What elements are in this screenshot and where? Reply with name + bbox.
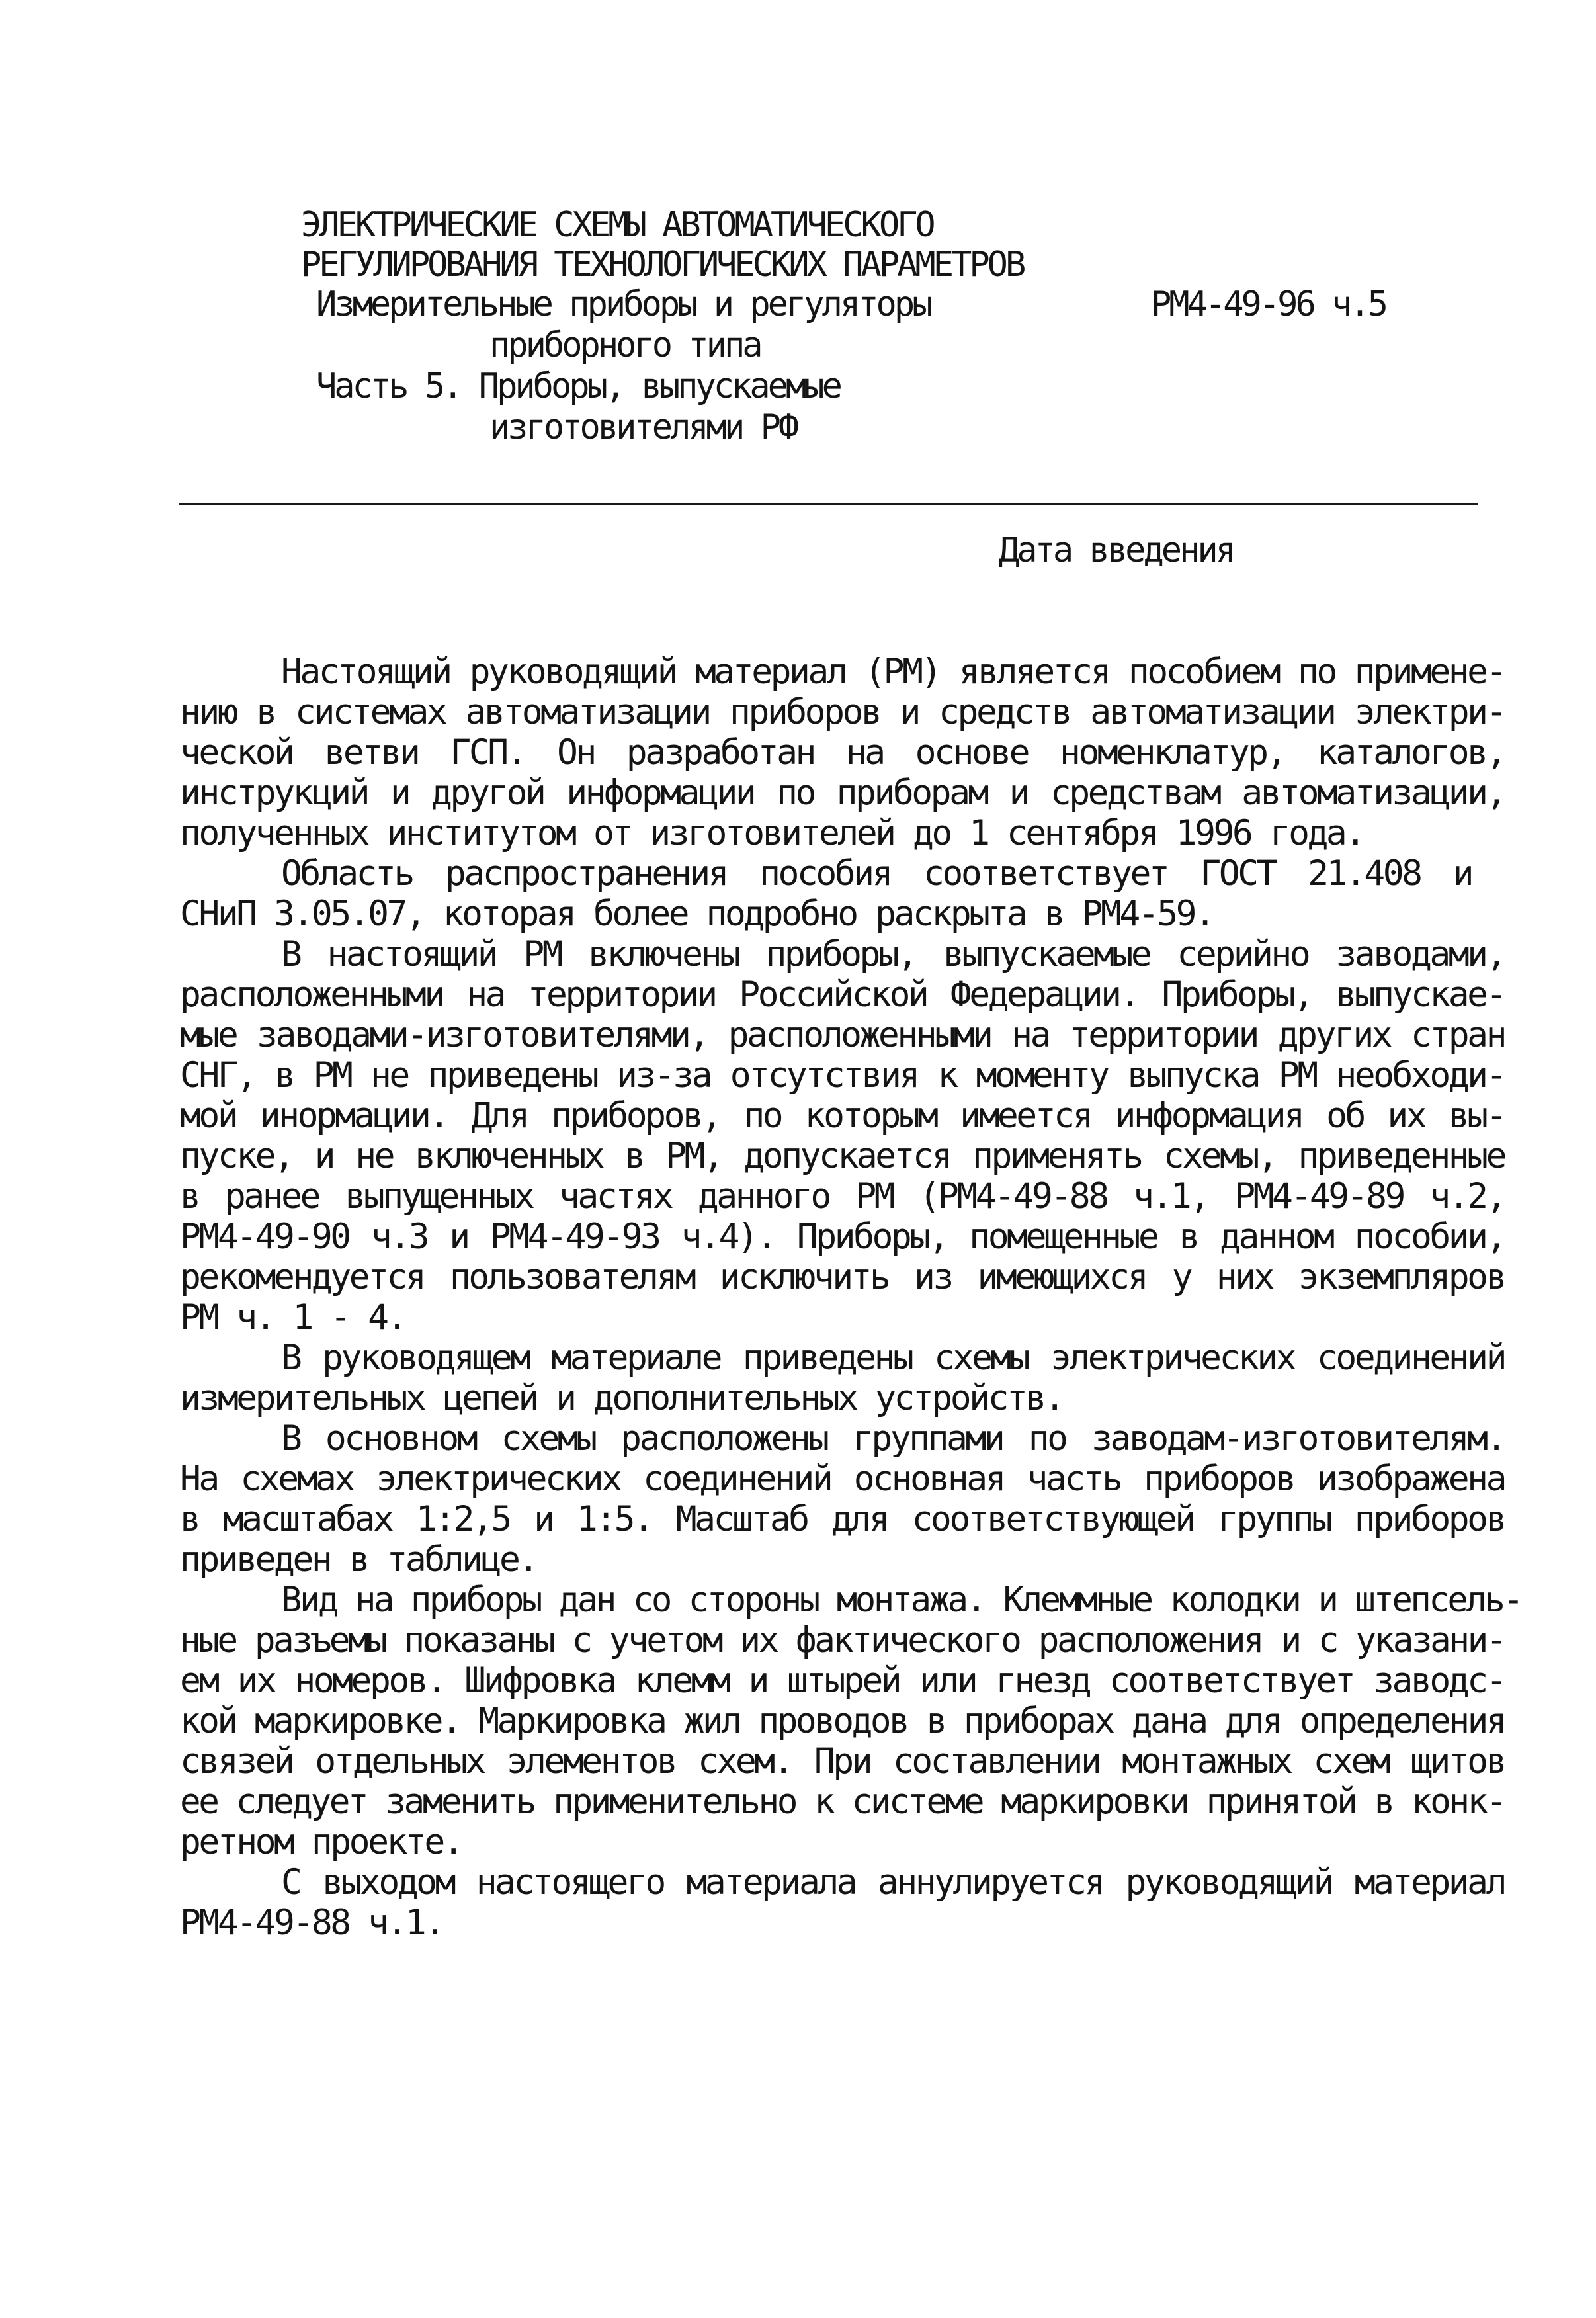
body-line: приведен в таблице. [180, 1539, 537, 1580]
body-line: СНГ, в РМ не приведены из-за отсутствия к моменту выпуска РМ необходи- [180, 1055, 1505, 1095]
body-line: ем их номеров. Шифровка клемм и штырей или гнезд соответствует заводс- [180, 1660, 1505, 1701]
body-line: в масштабах 1:2,5 и 1:5. Масштаб для соответствующей группы приборов [180, 1499, 1505, 1539]
part-line-1: Часть 5. Приборы, выпускаемые [316, 366, 840, 406]
body-line: РМ4-49-88 ч.1. [180, 1903, 443, 1943]
body-line: С выходом настоящего материала аннулируется руководящий материал [281, 1862, 1505, 1903]
header-divider [179, 503, 1478, 505]
body-line: РМ4-49-90 ч.3 и РМ4-49-93 ч.4). Приборы, помещенные в данном пособии, [180, 1217, 1505, 1257]
body-line: нию в системах автоматизации приборов и средств автоматизации электри- [180, 692, 1505, 732]
body-line: ее следует заменить применительно к системе маркировки принятой в конк- [180, 1781, 1505, 1822]
body-line: Настоящий руководящий материал (РМ) является пособием по примене- [281, 652, 1505, 692]
body-line: РМ ч. 1 - 4. [180, 1297, 405, 1338]
part-line-2: изготовителями РФ [489, 408, 797, 447]
body-line: В руководящем материале приведены схемы электрических соединений [281, 1338, 1505, 1378]
date-label: Дата введения [999, 531, 1234, 570]
body-line: пуске, и не включенных в РМ, допускается применять схемы, приведенные [180, 1136, 1505, 1176]
body-line: ческой ветви ГСП. Он разработан на основе номенклатур, каталогов, [180, 732, 1505, 773]
body-line: кой маркировке. Маркировка жил проводов в приборах дана для определения [180, 1701, 1505, 1741]
body-line: В основном схемы расположены группами по заводам-изготовителям. [281, 1418, 1505, 1459]
title-line-2: РЕГУЛИРОВАНИЯ ТЕХНОЛОГИЧЕСКИХ ПАРАМЕТРОВ [301, 245, 1024, 284]
title-line-1: ЭЛЕКТРИЧЕСКИЕ СХЕМЫ АВТОМАТИЧЕСКОГО [301, 205, 933, 245]
body-line: мой инормации. Для приборов, по которым имеется информация об их вы- [180, 1095, 1505, 1136]
body-line: расположенными на территории Российской Федерации. Приборы, выпускае- [180, 974, 1505, 1015]
body-line: мые заводами-изготовителями, расположенными на территории других стран [180, 1015, 1505, 1055]
document-code: РМ4-49-96 ч.5 [1151, 284, 1386, 324]
body-line: связей отдельных элементов схем. При составлении монтажных схем щитов [180, 1741, 1505, 1781]
body-line: СНиП 3.05.07, которая более подробно раскрыта в РМ4-59. [180, 894, 1214, 934]
subtitle-line-2: приборного типа [489, 325, 761, 365]
subtitle-line-1: Измерительные приборы и регуляторы [316, 284, 931, 324]
body-line: в ранее выпущенных частях данного РМ (РМ4-49-88 ч.1, РМ4-49-89 ч.2, [180, 1176, 1505, 1217]
body-line: ретном проекте. [180, 1822, 462, 1862]
body-line: ные разъемы показаны с учетом их фактического расположения и с указани- [180, 1620, 1505, 1660]
body-line: В настоящий РМ включены приборы, выпускаемые серийно заводами, [281, 934, 1505, 974]
body-line: На схемах электрических соединений основная часть приборов изображена [180, 1459, 1505, 1499]
body-line: Область распространения пособия соответствует ГОСТ 21.408 и [281, 853, 1472, 894]
body-line: инструкций и другой информации по приборам и средствам автоматизации, [180, 773, 1505, 813]
body-line: Вид на приборы дан со стороны монтажа. Клеммные колодки и штепсель- [281, 1580, 1522, 1620]
body-line: измерительных цепей и дополнительных устройств. [180, 1378, 1064, 1418]
body-line: рекомендуется пользователям исключить из имеющихся у них экземпляров [180, 1257, 1505, 1297]
body-line: полученных институтом от изготовителей до 1 сентября 1996 года. [180, 813, 1364, 853]
